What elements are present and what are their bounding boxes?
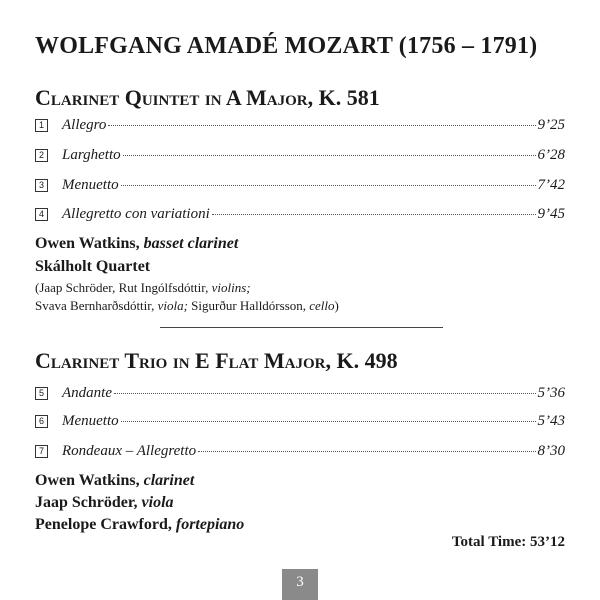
ensemble-members-line: [35, 280, 251, 296]
performer-line: [35, 472, 194, 490]
track-row: [35, 443, 565, 461]
performer-line: [35, 516, 244, 534]
ensemble-members-line: [35, 298, 339, 314]
dot-leader: [123, 154, 536, 156]
track-row: [35, 206, 565, 224]
dot-leader: [198, 450, 535, 452]
composer-heading: WOLFGANG AMADÉ MOZART (1756 – 1791): [35, 33, 538, 59]
track-row: [35, 147, 565, 165]
track-row: [35, 117, 565, 135]
dot-leader: [121, 184, 536, 186]
track-number: 6: [35, 415, 48, 428]
dot-leader: [121, 420, 536, 422]
work-title-quintet: Clarinet Quintet in A Major, K. 581: [35, 85, 380, 110]
performer-name: Penelope Crawford,: [35, 516, 172, 533]
track-row: [35, 385, 565, 403]
performer-line: [35, 235, 238, 253]
page-number-badge: 3: [282, 569, 318, 600]
track-number: 5: [35, 387, 48, 400]
performer-name: Owen Watkins,: [35, 235, 140, 252]
performer-name: Jaap Schröder,: [35, 494, 138, 511]
track-title: Larghetto: [62, 147, 121, 163]
ensemble-members-text: (Jaap Schröder, Rut Ingólfsdóttir,: [35, 280, 212, 295]
track-title: Andante: [62, 385, 112, 401]
track-row: [35, 177, 565, 195]
track-time: 9’45: [537, 206, 565, 222]
track-time: 5’36: [537, 385, 565, 401]
dot-leader: [108, 124, 535, 126]
track-time: 9’25: [537, 117, 565, 133]
track-title: Menuetto: [62, 177, 119, 193]
track-title: Menuetto: [62, 413, 119, 429]
track-title: Rondeaux – Allegretto: [62, 443, 197, 459]
performer-role: viola: [141, 494, 174, 511]
track-number: 2: [35, 149, 48, 162]
track-number: 4: [35, 208, 48, 221]
total-time: Total Time: 53’12: [451, 534, 565, 550]
track-time: 5’43: [537, 413, 565, 429]
performer-role: basset clarinet: [143, 235, 239, 252]
track-title: Allegretto con variationi: [62, 206, 210, 222]
section-divider: [160, 327, 443, 328]
performer-line: [35, 494, 174, 512]
performer-name: Owen Watkins,: [35, 472, 140, 489]
ensemble-role: violins;: [211, 280, 251, 295]
track-time: 8’30: [537, 443, 565, 459]
dot-leader: [114, 392, 536, 394]
track-time: 6’28: [537, 147, 565, 163]
performer-role: clarinet: [143, 472, 195, 489]
track-number: 7: [35, 445, 48, 458]
track-number: 1: [35, 119, 48, 132]
performer-line: [35, 258, 150, 276]
work-title-trio: Clarinet Trio in E Flat Major, K. 498: [35, 348, 398, 373]
ensemble-members-text: Sigurður Halldórsson,: [187, 298, 310, 313]
track-title: Allegro: [62, 117, 107, 133]
track-number: 3: [35, 179, 48, 192]
track-row: [35, 413, 565, 431]
ensemble-role: cello: [309, 298, 335, 313]
performer-role: fortepiano: [175, 516, 245, 533]
dot-leader: [212, 213, 536, 215]
performer-name: Skálholt Quartet: [35, 258, 151, 275]
track-time: 7’42: [537, 177, 565, 193]
ensemble-members-text: ): [334, 298, 339, 313]
ensemble-members-text: Svava Bernharðsdóttir,: [35, 298, 158, 313]
ensemble-role: viola;: [157, 298, 188, 313]
